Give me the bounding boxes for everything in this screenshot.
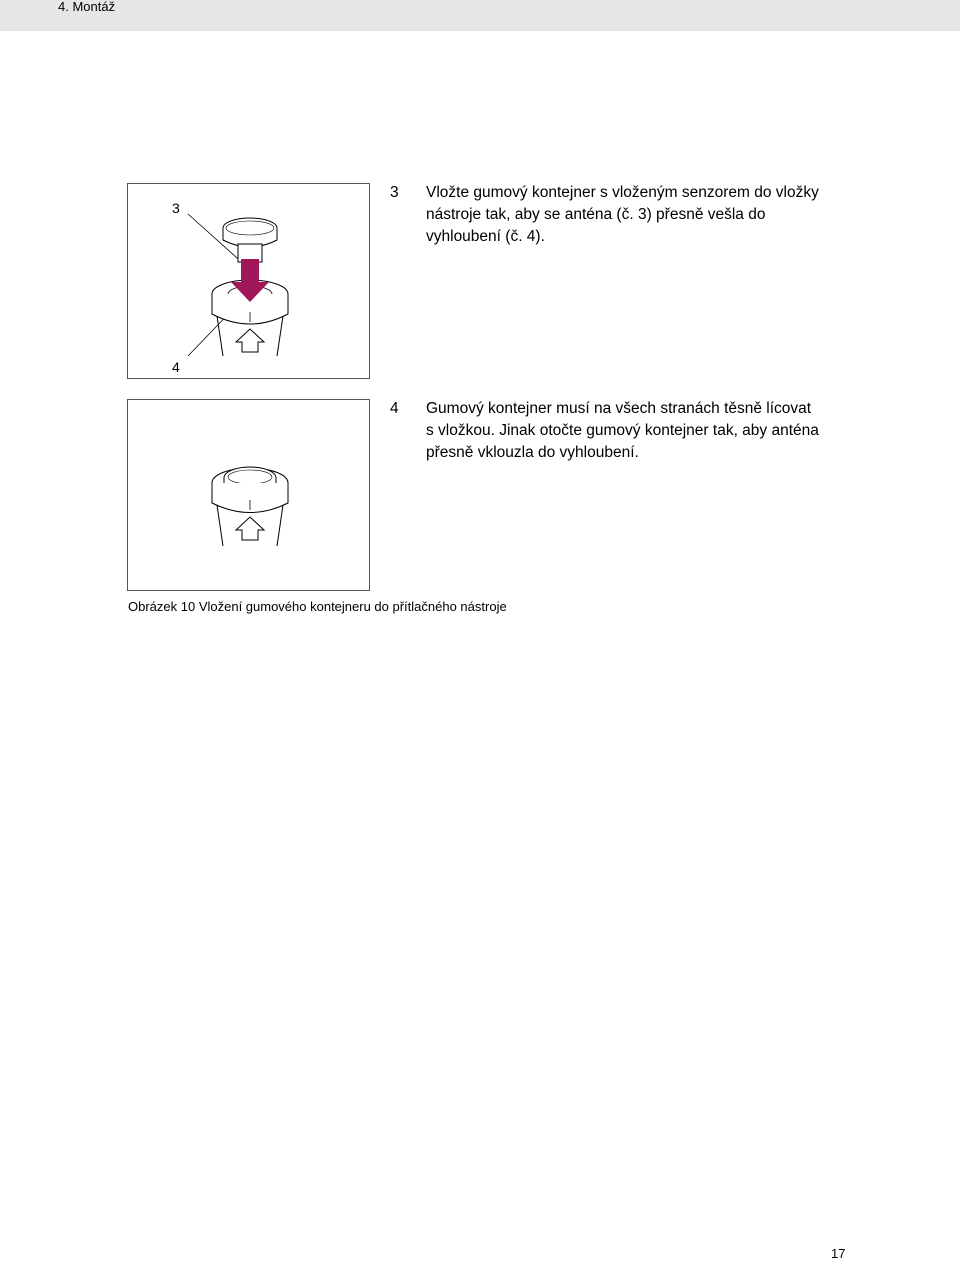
step-line: Gumový kontejner musí na všech stranách těsně lícovat [426,400,812,417]
step-3 [390,182,860,252]
up-arrow-icon [236,329,264,352]
step-line: přesně vklouzla do vyhloubení. [426,444,639,461]
step-4 [390,398,860,468]
seated-container-illustration [128,400,371,592]
figure-caption: Obrázek 10 Vložení gumového kontejneru do přítlačného nástroje [128,599,507,614]
figure-panel-seated [127,399,370,591]
section-title: 4. Montáž [58,0,116,14]
step-line: nástroje tak, aby se anténa (č. 3) přesně vešla do [426,206,766,223]
figure-panel-insert [127,183,370,379]
step-line: Vložte gumový kontejner s vloženým senzorem do vložky [426,184,819,201]
step-text [426,182,819,248]
insert-container-illustration [128,184,371,380]
callout-recess: 4 [172,359,180,375]
callout-antenna: 3 [172,200,180,216]
up-arrow-icon [236,517,264,540]
page-number: 17 [831,1246,846,1261]
step-number: 3 [390,184,399,201]
step-number: 4 [390,400,399,417]
step-text [426,398,819,464]
header-bar [0,0,960,31]
step-line: s vložkou. Jinak otočte gumový kontejner tak, aby anténa [426,422,819,439]
step-line: vyhloubení (č. 4). [426,228,545,245]
down-arrow-shaft [241,259,259,283]
